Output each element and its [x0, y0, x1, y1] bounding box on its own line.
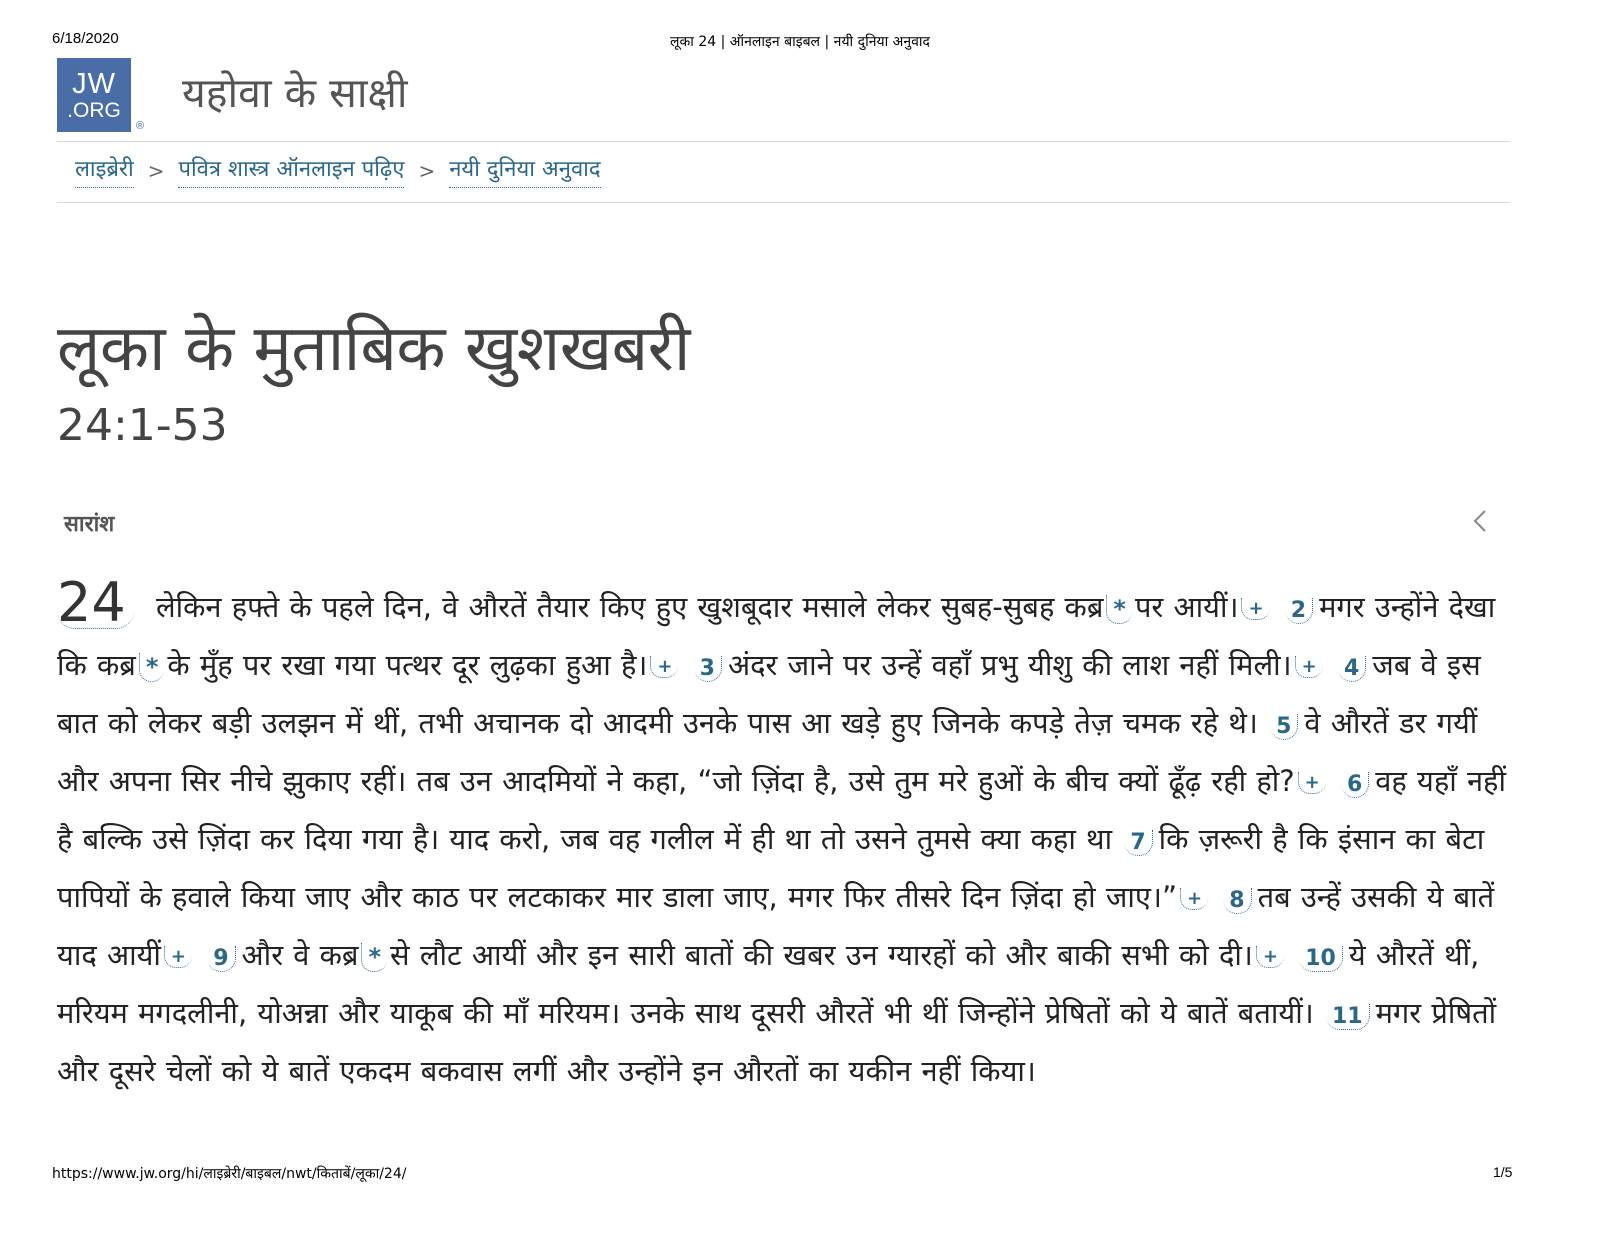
summary-toggle-label[interactable]: सारांश — [64, 512, 115, 537]
verse-9-text-b: से लौट आयीं और इन सारी बातों की खबर उन ग्यारहों को और बाकी सभी को दी। — [390, 938, 1253, 972]
verse-number[interactable]: 5 — [1270, 714, 1298, 740]
print-page-number: 1/5 — [1493, 1164, 1513, 1180]
breadcrumb-library-link[interactable]: लाइब्रेरी — [75, 153, 134, 188]
scripture-text — [57, 571, 1507, 1099]
print-page-title: लूका 24 | ऑनलाइन बाइबल | नयी दुनिया अनुवाद — [670, 34, 930, 50]
print-date: 6/18/2020 — [52, 30, 119, 47]
verse-number[interactable]: 10 — [1299, 946, 1343, 972]
breadcrumb-divider — [57, 202, 1510, 203]
verse-number[interactable]: 4 — [1338, 656, 1366, 682]
breadcrumb-nwt-link[interactable]: नयी दुनिया अनुवाद — [449, 153, 600, 188]
verse-4-text: जब वे इस बात को लेकर बड़ी उलझन में थीं, तभी अचानक दो आदमी उनके पास आ खड़े हुए जिनके कपड़े तेज़ चमक रहे थे। — [57, 648, 1481, 740]
crossref-marker[interactable]: + — [164, 946, 192, 968]
verse-number[interactable]: 6 — [1341, 772, 1369, 798]
header-divider — [57, 141, 1510, 142]
verse-5-text: वे औरतें डर गयीं और अपना सिर नीचे झुकाए रहीं। तब उन आदमियों ने कहा, “जो ज़िंदा है, उसे तुम मरे हुओं के बीच क्यों ढूँढ़ रही हो? — [57, 706, 1478, 798]
book-title: लूका के मुताबिक खुशखबरी — [57, 312, 690, 386]
print-footer-url: https://www.jw.org/hi/लाइब्रेरी/बाइबल/nwt/किताबें/लूका/24/ — [52, 1166, 407, 1182]
crossref-marker[interactable]: + — [1241, 598, 1269, 620]
breadcrumb-separator: > — [418, 158, 436, 183]
crossref-marker[interactable]: + — [1295, 656, 1323, 678]
verse-10-text: ये औरतें थीं, मरियम मगदलीनी, योअन्ना और याकूब की माँ मरियम। उनके साथ दूसरी औरतें भी थीं जिन्होंने प्रेषितों को ये बातें बतायीं। — [57, 938, 1480, 1030]
logo-text-org: .ORG — [67, 98, 121, 122]
crossref-marker[interactable]: + — [1256, 946, 1284, 968]
verse-number[interactable]: 2 — [1285, 598, 1313, 624]
verse-number[interactable]: 8 — [1223, 888, 1251, 914]
footnote-marker[interactable]: * — [361, 943, 387, 972]
verse-9-text-a: और वे कब्र — [241, 938, 359, 972]
verse-11-text: मगर प्रेषितों और दूसरे चेलों को ये बातें एकदम बकवास लगीं और उन्होंने इन औरतों का यकीन नहीं किया। — [57, 996, 1497, 1088]
verse-number[interactable]: 7 — [1124, 830, 1152, 856]
jw-org-logo[interactable] — [57, 58, 131, 132]
breadcrumb-separator: > — [147, 158, 165, 183]
verse-2-text-b: के मुँह पर रखा गया पत्थर दूर लुढ़का हुआ है। — [167, 648, 648, 682]
verse-1-text-b: पर आयीं। — [1134, 590, 1239, 624]
verse-8-text: तब उन्हें उसकी ये बातें याद आयीं — [57, 880, 1495, 972]
verse-number[interactable]: 11 — [1326, 1004, 1370, 1030]
footnote-marker[interactable]: * — [1106, 595, 1132, 624]
verse-2-text-a: मगर उन्होंने देखा कि कब्र — [57, 590, 1496, 682]
registered-mark: ® — [136, 120, 145, 132]
logo-text-jw: JW — [72, 67, 116, 100]
verse-3-text: अंदर जाने पर उन्हें वहाँ प्रभु यीशु की लाश नहीं मिली। — [727, 648, 1292, 682]
chapter-reference: 24:1-53 — [57, 400, 228, 451]
crossref-marker[interactable]: + — [650, 656, 678, 678]
verse-1-text-a: लेकिन हफ्ते के पहले दिन, वे औरतें तैयार किए हुए खुशबूदार मसाले लेकर सुबह-सुबह कब्र — [155, 590, 1104, 624]
crossref-marker[interactable]: + — [1180, 888, 1208, 910]
verse-number[interactable]: 3 — [694, 656, 722, 682]
verse-number[interactable]: 9 — [207, 946, 235, 972]
breadcrumb-bible-online-link[interactable]: पवित्र शास्त्र ऑनलाइन पढ़िए — [178, 153, 404, 188]
chapter-number[interactable]: 24 — [57, 578, 134, 629]
breadcrumb — [75, 153, 601, 188]
chevron-left-icon[interactable] — [1470, 508, 1490, 534]
crossref-marker[interactable]: + — [1298, 772, 1326, 794]
site-name[interactable]: यहोवा के साक्षी — [182, 69, 408, 117]
verse-7-text: कि ज़रूरी है कि इंसान का बेटा पापियों के हवाले किया जाए और काठ पर लटकाकर मार डाला जाए, मगर फिर तीसरे दिन ज़िंदा हो जाए।” — [57, 822, 1485, 914]
footnote-marker[interactable]: * — [139, 653, 165, 682]
verse-6-text: वह यहाँ नहीं है बल्कि उसे ज़िंदा कर दिया गया है। याद करो, जब वह गलील में ही था तो उसने तुमसे क्या कहा था — [57, 764, 1506, 856]
